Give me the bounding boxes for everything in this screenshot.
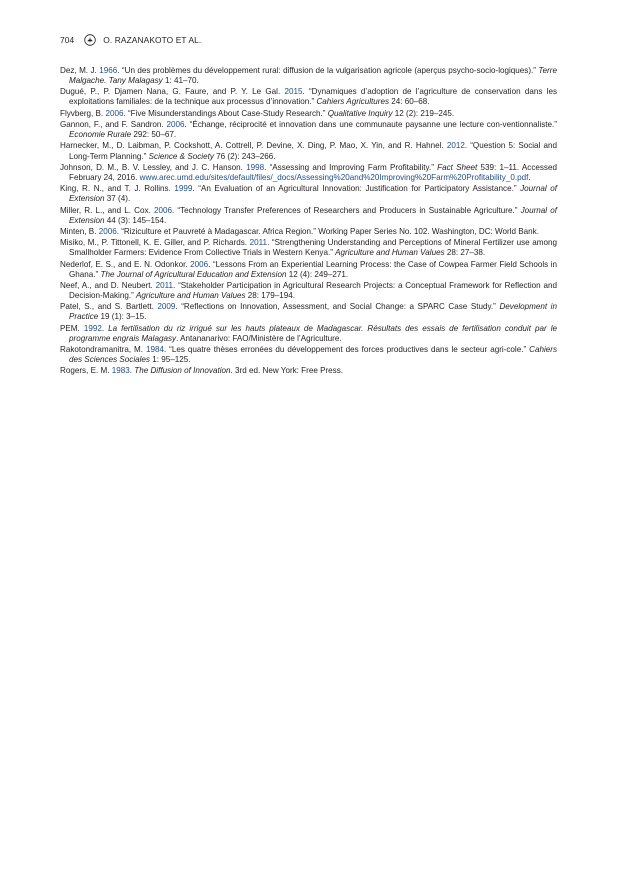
reference-authors: Minten, B. (60, 226, 99, 236)
reference-title: . “Les quatre thèses erronées du développement des forces productives dans le secteur agri-cole.” (163, 345, 530, 355)
reference-year-link[interactable]: 1984 (145, 345, 164, 355)
reference-authors: Flyvberg, B. (60, 108, 106, 118)
reference-entry (60, 227, 557, 237)
reference-journal: Fact Sheet (437, 162, 478, 172)
reference-year-link[interactable]: 2006 (190, 259, 209, 269)
reference-authors: King, R. N., and T. J. Rollins. (60, 184, 175, 194)
reference-title: . “Technology Transfer Preferences of Researchers and Producers in Sustainable Agriculture.” (171, 205, 521, 215)
reference-entry (60, 66, 557, 86)
reference-title: . “Riziculture et Pauvreté à Madagascar. Africa Region.” Working Paper Series No. 102. Washington, DC: World Bank. (116, 226, 539, 236)
reference-details: . Antananarivo: FAO/Ministère de l’Agriculture. (176, 333, 342, 343)
reference-entry (60, 345, 557, 365)
reference-title: . “Assessing and Improving Farm Profitability.” (264, 162, 438, 172)
reference-entry (60, 302, 557, 322)
reference-journal: Agriculture and Human Values (136, 291, 246, 301)
reference-title: . “Reflections on Innovation, Assessment, and Social Change: a SPARC Case Study.” (175, 302, 500, 312)
reference-authors: Dugué, P., P. Djamen Nana, G. Faure, and P. Y. Le Gal. (60, 87, 285, 97)
reference-title: . “An Evaluation of an Agricultural Innovation: Justification for Participatory Assistance.” (192, 184, 521, 194)
publisher-logo-icon (84, 34, 96, 46)
reference-authors: Gannon, F., and F. Sandron. (60, 120, 167, 130)
reference-entry (60, 184, 557, 204)
reference-journal: The Journal of Agricultural Education and Extension (100, 269, 287, 279)
reference-entry (60, 324, 557, 344)
reference-entry (60, 281, 557, 301)
reference-year-link[interactable]: 2011 (249, 238, 268, 248)
reference-year-link[interactable]: 2006 (153, 205, 172, 215)
reference-journal: The Diffusion of Innovation (134, 366, 231, 376)
reference-title: . “Five Misunderstandings About Case-Study Research.” (123, 108, 328, 118)
reference-journal: Agriculture and Human Values (335, 248, 445, 258)
reference-title: . “Lessons From an Experiential Learning Process: the Case of Cowpea Farmer Field Schools in Ghana.” (69, 259, 557, 279)
reference-entry (60, 87, 557, 107)
reference-year-link[interactable]: 2009 (157, 302, 176, 312)
reference-entry (60, 206, 557, 226)
reference-details: 76 (2): 243–266. (213, 151, 276, 161)
reference-details: . 3rd ed. New York: Free Press. (230, 366, 344, 376)
reference-authors: Rakotondramanitra, M. (60, 345, 146, 355)
reference-journal: Cahiers des Sciences Sociales (69, 345, 558, 365)
reference-details: 1: 41–70. (162, 76, 199, 86)
reference-authors: PEM. (60, 323, 84, 333)
reference-authors: Miller, R. L., and L. Cox. (60, 205, 154, 215)
reference-details: 44 (3): 145–154. (104, 215, 167, 225)
reference-authors: Johnson, D. M., B. V. Lessley, and J. C. Hanson. (60, 162, 247, 172)
reference-title: . “Question 5: Social and Long-Term Planning.” (69, 141, 557, 161)
reference-details: 539: 1–11. Accessed February 24, 2016. (69, 162, 557, 182)
running-header (60, 33, 201, 47)
reference-authors: Nederlof, E. S., and E. N. Odonkor. (60, 259, 191, 269)
reference-title: . “Dynamiques d’adoption de l’agriculture de conservation dans les exploitations familiales: de la technique aux processus d’innovation.” (69, 87, 557, 107)
reference-list (60, 66, 557, 378)
reference-year-link[interactable]: 1998 (246, 162, 265, 172)
reference-authors: Patel, S., and S. Bartlett. (60, 302, 158, 312)
reference-title: . (101, 323, 109, 333)
reference-journal: Qualitative Inquiry (327, 108, 393, 118)
reference-authors: Dez, M. J. (60, 66, 100, 75)
reference-year-link[interactable]: 1999 (174, 184, 193, 194)
reference-year-link[interactable]: 2011 (155, 280, 173, 290)
reference-year-link[interactable]: 2012 (446, 141, 465, 151)
reference-title: . “Un des problèmes du développement rural: diffusion de la vulgarisation agricole (aperçus psycho-socio-logiques).” (117, 66, 539, 75)
reference-year-link[interactable]: 2015 (284, 87, 303, 97)
reference-journal: Cahiers Agricultures (316, 97, 390, 107)
reference-details: 24: 60–68. (389, 97, 430, 107)
page-number: 704 (60, 35, 75, 45)
reference-details: 37 (4). (104, 194, 131, 204)
reference-details: 28: 27–38. (444, 248, 486, 258)
reference-entry (60, 238, 557, 258)
reference-details: 292: 50–67. (131, 130, 177, 140)
reference-authors: Harnecker, M., D. Laibman, P. Cockshott, A. Cottrell, P. Devine, X. Ding, P. Mao, X. Yin, and R. Hahnel. (60, 141, 447, 151)
reference-journal: Economie Rurale (69, 130, 132, 140)
reference-url-link[interactable]: www.arec.umd.edu/sites/default/files/_docs/Assessing%20and%20Improving%20Farm%20Profitability_0.pdf (139, 172, 529, 182)
reference-journal: Journal of Extension (69, 205, 557, 225)
reference-title: . “Échange, réciprocité et innovation dans une communaute paysanne une lecture con-ventionnaliste.” (184, 120, 557, 130)
reference-title: . “Strengthening Understanding and Perceptions of Mineral Fertilizer use among Smallholder Farmers: Evidence From Collective Trials in Western Kenya.” (69, 238, 557, 258)
reference-year-link[interactable]: 1992 (83, 323, 102, 333)
reference-title: . “Stakeholder Participation in Agricultural Research Projects: a Conceptual Framework for Reflection and Decision-Making.” (69, 280, 557, 301)
reference-entry (60, 120, 557, 140)
reference-year-link[interactable]: 2006 (166, 120, 185, 130)
reference-entry (60, 163, 557, 183)
reference-journal: Development in Practice (69, 302, 557, 322)
reference-entry (60, 260, 557, 280)
reference-journal: Science & Society (148, 151, 214, 161)
reference-journal: La fertilisation du riz irrigué sur les hauts plateaux de Madagascar. Résultats des essais de fertilisation conduit par le programme engrais Malagasy (69, 323, 558, 343)
reference-title: . (129, 366, 135, 376)
running-head-authors: O. RAZANAKOTO ET AL. (103, 35, 202, 45)
reference-journal: Journal of Extension (69, 184, 557, 204)
reference-details: 19 (1): 3–15. (98, 312, 147, 322)
reference-authors: Rogers, E. M. (60, 366, 112, 376)
reference-tail: . (528, 172, 531, 182)
reference-year-link[interactable]: 2006 (105, 108, 124, 118)
reference-authors: Neef, A., and D. Neubert. (60, 280, 156, 290)
reference-details: 1: 95–125. (149, 355, 191, 365)
reference-year-link[interactable]: 2006 (98, 226, 117, 236)
reference-entry (60, 141, 557, 161)
reference-details: 28: 179–194. (245, 291, 296, 301)
reference-year-link[interactable]: 1966 (99, 66, 118, 75)
reference-entry (60, 109, 557, 119)
reference-year-link[interactable]: 1983 (111, 366, 130, 376)
reference-entry (60, 366, 557, 376)
reference-journal: Terre Malgache. Tany Malagasy (69, 66, 557, 86)
reference-authors: Misiko, M., P. Tittonell, K. E. Giller, and P. Richards. (60, 238, 250, 248)
reference-details: 12 (2): 219–245. (392, 108, 455, 118)
reference-details: 12 (4): 249–271. (286, 269, 349, 279)
